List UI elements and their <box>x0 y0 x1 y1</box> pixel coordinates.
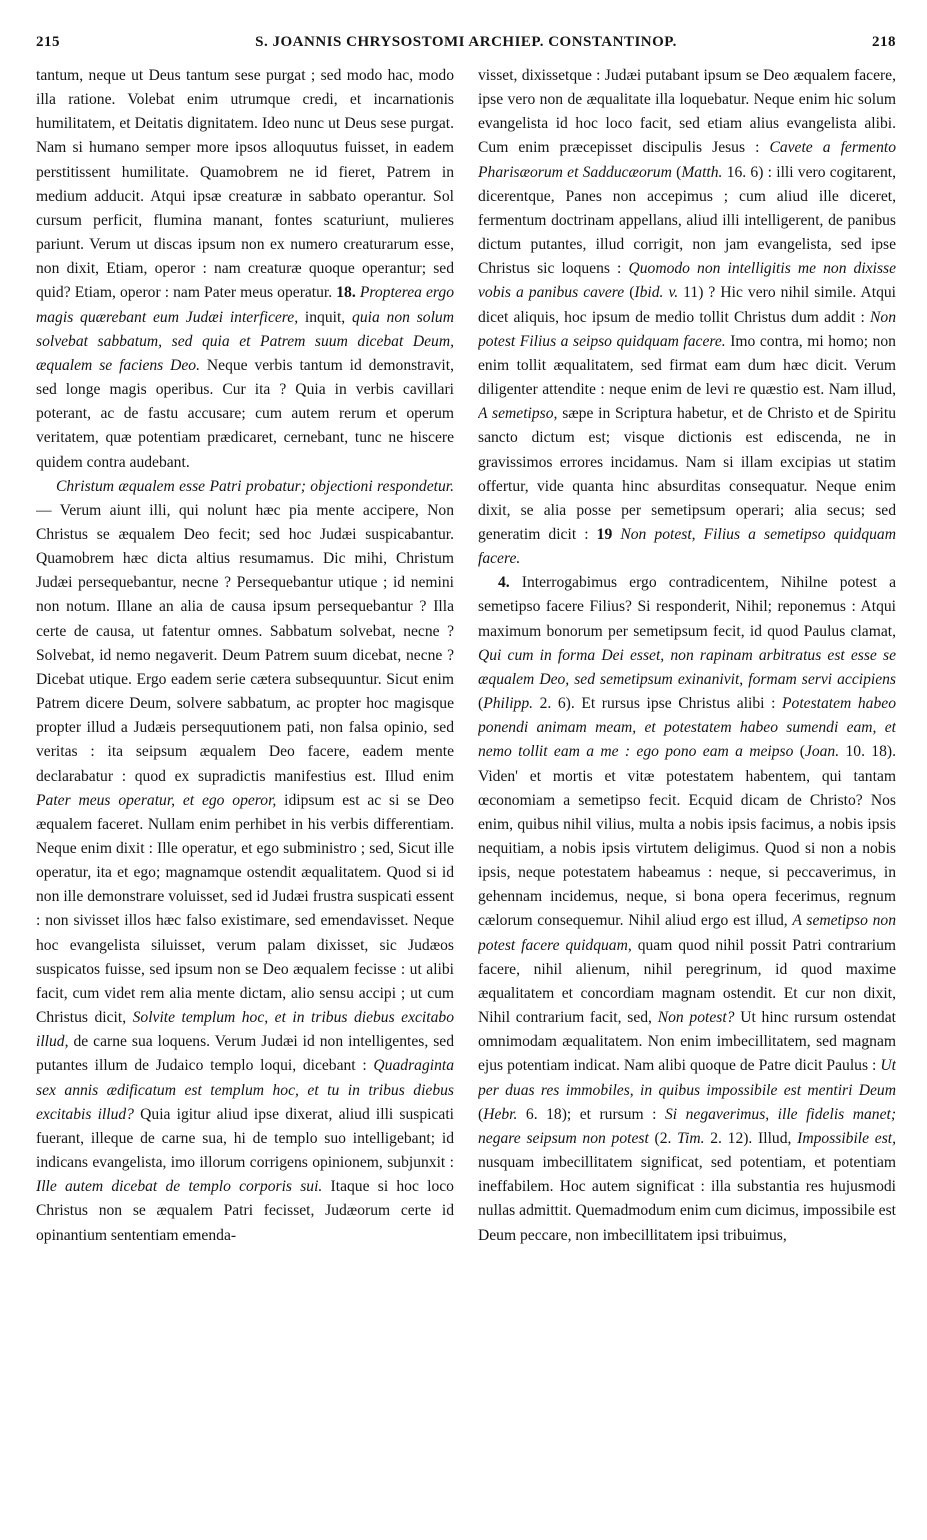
verse-number: 19 <box>596 525 613 543</box>
text-run: — Verum aiunt illi, qui nolunt hæc pia mente accipere, Non Christus se æqualem Deo fecit; sed hoc Judæi suspicabantur. Quamobrem hæc dicta altius resumamus. Dic mihi, Christum Judæi persequebantur, necne ? Persequebantur utique ; id nemini non notum. Illane an alia de causa ipsum persequebantur ? Illa certe de causa, ut fatentur omnes. Sabbatum solvebat, necne ? Solvebat, id nemo negaverit. Deum Patrem suum dicebat, necne ? Dicebat utique. Ergo eadem serie cætera subsequuntur. Sicut enim Patrem dicere Deum, solvere sabbatum, ac propter hoc magisque propter illud a Judæis persequutionem pati, non falsa opinio, sed veritas : ita seipsum æqualem Deo facere, eadem mente declarabatur : quod ex supradictis manifestius est. Illud enim <box>36 501 454 785</box>
verse-number: 18. <box>336 284 356 302</box>
scripture-quote: Potestatem habeo ponendi animam meam, et potestatem habeo sumendi eam, et nemo tollit eam a me : ego pono eam a meipso <box>478 695 896 761</box>
scripture-quote: A semetipso non potest facere quidquam, <box>478 912 896 954</box>
text-run: idipsum est ac si se Deo æqualem faceret. Nullam enim perhibet in his verbis differentiam. Neque enim dixit : Ille operatur, et ego subministro ; sed, Sicut ille operatur, ita et ego; magnamque ostendit æqualitatem. Quod si id non ille demonstrare voluisset, sed id Judæi frustra suspicati essent : non sivisset illos hæc falso existimare, sed emendavisset. Neque hoc evangelista siluisset, verum palam dixisset, sic Judæos suspicatos fuisse, sed ipsum non se Deo æqualem fecisse : ut alibi facit, cum videt rem alia mente dictam, alio sensu accipi ; ut cum Christus dicit, <box>36 791 454 1027</box>
citation: Tim. <box>677 1129 705 1147</box>
text-run: de carne sua loquens. Verum Judæi id non intelligentes, sed putantes illum de Judaico templo loqui, dicebant : <box>36 1033 454 1075</box>
text-run: ( <box>478 695 484 713</box>
paragraph <box>478 571 896 1247</box>
running-title: S. JOANNIS CHRYSOSTOMI ARCHIEP. CONSTANTINOP. <box>255 34 677 50</box>
scripture-quote: Si negaverimus, ille fidelis manet; negare seipsum non potest <box>478 1105 896 1147</box>
scripture-quote: Propterea ergo magis quærebant eum Judæi interficere, <box>36 284 454 326</box>
text-run: 16. 6) : illi vero cogitarent, dicerentque, Panes non accepimus ; cum aliud ille diceret, fermentum doctrinam appellans, aliud illi intelligerent, de panibus dictum putantes, illud corrigit, non jam evangelista, sed ipse Christus sic loquens : <box>478 163 896 278</box>
text-run: nusquam imbecillitatem significat, sed potentiam, et potentiam ineffabilem. Hoc autem significat : illa substantia res hujusmodi nullas admittit. Quemadmodum enim cum dicimus, impossibile est Deum peccare, non imbecillitatem ipsi tribuimus, <box>478 1154 896 1244</box>
page-header <box>36 34 896 56</box>
scripture-quote: Impossibile est, <box>797 1129 896 1147</box>
citation: Hebr. <box>483 1105 518 1123</box>
text-run: ( <box>478 1105 484 1123</box>
scripture-quote: Non potest Filius a seipso quidquam facere. <box>478 308 896 350</box>
text-run: quam quod nihil possit Patri contrarium facere, nihil alienum, nihil peregrinum, id quod maxime æqualitatem et concordiam magnam ostendit. Et cur non dixit, Nihil contrarium facit, sed, <box>478 936 896 1027</box>
text-run: 2. 6). Et rursus ipse Christus alibi : <box>533 695 783 713</box>
paragraph <box>36 64 454 475</box>
scripture-quote: A semetipso, <box>478 405 558 423</box>
scripture-quote: Ille autem dicebat de templo corporis sui. <box>36 1178 323 1196</box>
text-run: 10. 18). Viden' et mortis et vitæ potestatem habentem, qui tantam œconomiam a semetipso fecit. Ecquid dicam de Christo? Nos enim, quibus nihil vilius, multa a nobis ipsis facimus, a nobis ipsis nequitiam, a nobis ipsis virtutem deligimus. Quod si non a nobis ipsis, neque potestatem habeamus : neque, si peccaverimus, in gehennam incidemus, neque, si bona opera fecerimus, regnum cælorum consequemur. Nihil aliud ergo est illud, <box>478 743 896 930</box>
text-run: ( <box>671 163 682 181</box>
text-run: Neque verbis tantum id demonstravit, sed longe magis operibus. Cur ita ? Quia in verbis cavillari poterant, ac de fastu accusare; cum autem rerum et operum veritatem, quæ potentiam prædicaret, cernebant, tunc ne hiscere quidem contra audebant. <box>36 356 454 471</box>
page-number-right: 218 <box>872 34 896 50</box>
text-run: 6. 18); et rursum : <box>517 1105 665 1123</box>
citation: Ibid. v. <box>634 284 679 302</box>
scripture-quote: Non potest? <box>657 1009 735 1027</box>
scripture-quote: Quadraginta sex annis ædificatum est templum hoc, et tu in tribus diebus excitabis illud? <box>36 1057 454 1123</box>
paragraph <box>478 64 896 571</box>
paragraph <box>36 475 454 1248</box>
scripture-quote: Non potest, Filius a semetipso quidquam facere. <box>478 525 896 568</box>
text-run: Imo contra, mi homo; non enim tollit æqualitatem, sed firmat eam dum hæc dicit. Verum diligenter attendite : neque enim de levi re quæstio est. Nam illud, <box>478 332 896 399</box>
text-run: Quia igitur aliud ipse dixerat, aliud illi suspicati fuerant, illeque de carne sua, hi de templo suo intelligebant; id indicans evangelista, imo illorum corrigens opinionem, subjunxit : <box>36 1105 454 1172</box>
text-run: visset, dixissetque : Judæi putabant ipsum se Deo æqualem facere, ipse vero non de æqualitate illa loquebatur. Neque enim hic solum evangelista id hoc loco facit, sed etiam alius evangelista alibi. Cum enim præcepisset discipulis Jesus : <box>478 67 896 157</box>
right-column <box>478 64 896 1524</box>
scripture-quote: quia non solum solvebat sabbatum, sed quia et Patrem suum dicebat Deum, æqualem se faciens Deo. <box>36 308 454 374</box>
scripture-quote: Quomodo non intelligitis me non dixisse vobis a panibus cavere <box>478 260 896 302</box>
text-run: ( <box>793 743 805 761</box>
scripture-quote: Qui cum in forma Dei esset, non rapinam arbitratus est esse se æqualem Deo, sed semetipsum exinanivit, formam servi accipiens <box>478 646 896 688</box>
text-run: ( <box>624 284 635 302</box>
text-run: Interrogabimus ergo contradicentem, Nihilne potest a semetipso facere Filius? Si responderit, Nihil; reponemus : Atqui maximum bonorum per semetipsum fecit, id quod Paulus clamat, <box>478 574 896 640</box>
text-run: 2. 12). Illud, <box>704 1129 798 1147</box>
section-number: 4. <box>498 574 510 592</box>
left-column <box>36 64 454 1524</box>
page-number-left: 215 <box>36 34 60 50</box>
citation: Joan. <box>804 743 840 761</box>
text-run: (2. <box>648 1129 678 1147</box>
scripture-quote: Ut per duas res immobiles, in quibus impossibile est mentiri Deum <box>478 1057 896 1099</box>
text-run: inquit, <box>298 308 353 326</box>
section-heading: Christum æqualem esse Patri probatur; objectioni respondetur. <box>56 477 454 495</box>
scripture-quote: Solvite templum hoc, et in tribus diebus excitabo illud, <box>36 1009 454 1051</box>
text-run: sæpe in Scriptura habetur, et de Christo et de Spiritu sancto dictum est; visque dictionis est ediscenda, ne in gravissimos errores incidamus. Nam si illam excipias ut statim offertur, vide quanta hinc absurditas consequatur. Neque enim dixit, se alia posse per semetipsum operari; alia secus; sed generatim dicit : <box>478 405 896 543</box>
citation: Philipp. <box>483 695 534 713</box>
scripture-quote: Cavete a fermento Pharisæorum et Sadducæorum <box>478 139 896 181</box>
text-run: Ut hinc rursum ostendat omnimodam æqualitatem. Non enim imbecillitatem, sed magnam ejus potentiam indicat. Nam alibi quoque de Patre dicit Paulus : <box>478 1009 896 1075</box>
scripture-quote: Pater meus operatur, et ego operor, <box>36 791 277 809</box>
text-run: 11) ? Hic vero nihil simile. Atqui dicet aliquis, hoc ipsum de medio tollit Christus dum addit : <box>478 284 896 326</box>
citation: Matth. <box>681 163 723 181</box>
text-run: tantum, neque ut Deus tantum sese purgat ; sed modo hac, modo illa ratione. Volebat enim utrumque credi, et incarnationis humilitatem, et Deitatis dignitatem. Ideo nunc ut Deus sese purgat. Nam si humano semper more ipsos alloquutus fuisset, in eadem perstitissent humilitate. Quamobrem ne id fieret, Patrem in medium adducit. Atqui ipsæ creaturæ in sabbato operantur. Sol cursum perficit, flumina manant, fontes scaturiunt, mulieres pariunt. Verum ut discas ipsum non ex numero creaturarum esse, non dixit, Etiam, operor : nam creaturæ quoque operantur; sed quid? Etiam, operor : nam Pater meus operatur. <box>36 67 454 302</box>
text-run: Itaque si hoc loco Christus non se æqualem Patri fecisset, Judæorum certe id opinantium sententiam emenda- <box>36 1178 454 1244</box>
